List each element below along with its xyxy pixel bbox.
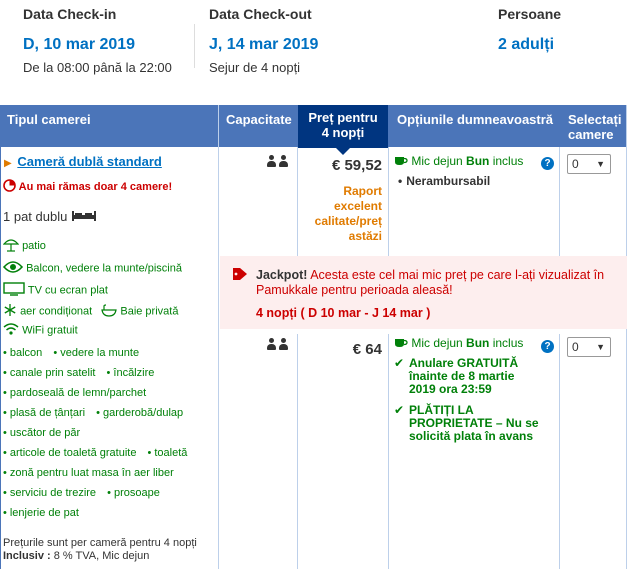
checkin-date[interactable]: D, 10 mar 2019 <box>23 36 136 53</box>
facility-list-row <box>3 487 160 499</box>
cancel-text: Anulare GRATUITĂ înainte de 8 martie 2019 ora 23:59 <box>409 356 519 396</box>
col-capacity: Capacitate <box>226 112 292 127</box>
table-left-border <box>0 105 1 569</box>
capacity-two-adults-icon <box>267 338 291 350</box>
facility-view <box>3 260 182 277</box>
col-divider <box>388 334 389 569</box>
facility-item: • pardoseală de lemn/parchet <box>3 387 146 399</box>
col-select <box>568 105 626 147</box>
col-select-line1: Selectați <box>568 112 622 127</box>
col-price-line1: Preț pentru <box>308 110 378 125</box>
bed-text: 1 pat dublu <box>3 209 68 224</box>
breakfast-included: inclus <box>492 336 524 350</box>
facility-label: Balcon, vedere la munte/piscină <box>26 262 182 275</box>
eye-icon <box>3 260 23 277</box>
clock-icon <box>3 179 16 195</box>
checkout-block <box>209 6 318 75</box>
booking-summary-header <box>0 0 627 92</box>
facility-wifi <box>3 322 78 339</box>
facility-item: • vedere la munte <box>53 347 139 359</box>
facility-list-row <box>3 447 187 459</box>
scarcity-text: Au mai rămas doar 4 camere! <box>18 180 173 193</box>
guests-value[interactable]: 2 adulți <box>498 36 555 53</box>
col-price <box>298 105 388 148</box>
offer-price: € 64 <box>352 341 382 358</box>
col-select-line2: camere <box>568 127 614 142</box>
scarcity-row <box>3 179 172 195</box>
facility-item: • uscător de păr <box>3 427 80 439</box>
breakfast-included: inclus <box>492 154 524 168</box>
coffee-cup-icon <box>394 154 408 169</box>
room-table <box>0 105 627 569</box>
chevron-down-icon: ▼ <box>596 342 605 352</box>
expand-arrow-icon[interactable]: ▶ <box>4 158 12 169</box>
facility-list-row <box>3 367 154 379</box>
facility-list-row <box>3 347 139 359</box>
room-quantity-select[interactable] <box>567 337 611 357</box>
checkout-label: Data Check-out <box>209 6 312 22</box>
col-divider <box>297 334 298 569</box>
bed-row <box>3 209 97 225</box>
tv-icon <box>3 282 25 299</box>
breakfast-rating: Bun <box>466 154 490 168</box>
breakfast-label: Mic dejun <box>411 336 463 350</box>
checkin-block <box>23 6 172 75</box>
jackpot-stay: 4 nopți ( D 10 mar - J 14 mar ) <box>256 306 431 320</box>
facility-list-row <box>3 407 183 419</box>
price-footnote: Prețurile sunt per cameră pentru 4 nopți <box>3 537 197 549</box>
facility-list-row <box>3 467 174 479</box>
chevron-down-icon: ▼ <box>596 159 605 169</box>
breakfast-row <box>394 336 523 351</box>
room-name-link[interactable]: Cameră dublă standard <box>17 154 162 169</box>
checkmark-icon: ✔ <box>394 356 405 370</box>
checkin-label: Data Check-in <box>23 6 117 22</box>
checkmark-icon: ✔ <box>394 403 405 417</box>
facility-list-row <box>3 507 79 519</box>
breakfast-row <box>394 154 523 169</box>
facility-item: • serviciu de trezire <box>3 487 96 499</box>
facility-item: • lenjerie de pat <box>3 507 79 519</box>
col-divider <box>559 334 560 569</box>
inclusive-label: Inclusiv : <box>3 550 51 562</box>
bathtub-icon <box>101 304 117 320</box>
facility-item: • încălzire <box>107 367 155 379</box>
col-divider <box>297 147 298 257</box>
col-price-line2: 4 nopți <box>321 125 365 140</box>
inclusive-row <box>3 550 149 562</box>
policy-row <box>398 174 490 188</box>
facility-label: Baie privată <box>120 305 179 318</box>
price-tag-icon <box>232 267 248 286</box>
facility-tv <box>3 282 108 299</box>
facility-list-row <box>3 427 80 439</box>
facility-item: • articole de toaletă gratuite <box>3 447 136 459</box>
breakfast-rating: Bun <box>466 336 490 350</box>
jackpot-banner <box>220 256 627 329</box>
facility-label: TV cu ecran plat <box>27 284 108 297</box>
pay-text: PLĂTIȚI LA PROPRIETATE – Nu se solicită plata în avans <box>409 403 539 443</box>
col-divider <box>388 147 389 257</box>
snowflake-icon <box>3 303 17 320</box>
checkout-date[interactable]: J, 14 mar 2019 <box>209 36 319 53</box>
room-quantity-select[interactable] <box>567 154 611 174</box>
facility-item: • toaletă <box>148 447 188 459</box>
facility-label: WiFi gratuit <box>22 324 78 337</box>
facility-item: • plasă de țânțari <box>3 407 85 419</box>
help-icon[interactable]: ? <box>541 157 554 170</box>
stay-length: Sejur de 4 nopți <box>209 60 301 75</box>
header-divider <box>194 24 195 68</box>
jackpot-title: Jackpot! <box>256 268 308 282</box>
breakfast-label: Mic dejun <box>411 154 463 168</box>
inclusive-value: 8 % TVA, Mic dejun <box>53 550 150 562</box>
select-value: 0 <box>572 340 579 354</box>
jackpot-message <box>256 268 624 298</box>
help-icon[interactable]: ? <box>541 340 554 353</box>
policy-text: Nerambursabil <box>406 174 491 188</box>
guests-block <box>498 6 561 54</box>
facility-label: aer condiționat <box>20 305 93 318</box>
checkin-hours: De la 08:00 până la 22:00 <box>23 60 172 75</box>
capacity-two-adults-icon <box>267 155 291 167</box>
pay-at-property <box>394 404 544 443</box>
coffee-cup-icon <box>394 336 408 351</box>
col-room-type: Tipul camerei <box>7 112 91 127</box>
free-cancellation <box>394 357 544 396</box>
facility-list-row <box>3 387 146 399</box>
room-name-row <box>4 154 162 169</box>
facility-item: • balcon <box>3 347 42 359</box>
value-badge: Raport excelent calitate/preț astăzi <box>314 184 382 243</box>
facility-item: • prosoape <box>107 487 160 499</box>
facility-patio <box>3 237 46 255</box>
facility-label: patio <box>22 239 46 252</box>
facility-item: • zonă pentru luat masa în aer liber <box>3 467 174 479</box>
bullet: • <box>398 174 403 188</box>
offer-price: € 59,52 <box>331 157 382 174</box>
guests-label: Persoane <box>498 6 562 22</box>
col-divider <box>559 147 560 257</box>
double-bed-icon <box>71 210 97 225</box>
wifi-icon <box>3 322 19 339</box>
facility-item: • canale prin satelit <box>3 367 95 379</box>
jackpot-text: Acesta este cel mai mic preț pe care l-ați vizualizat în Pamukkale pentru perioada aleasă! <box>256 268 605 297</box>
facility-ac-bath <box>3 303 178 320</box>
select-value: 0 <box>572 157 579 171</box>
col-divider <box>218 105 219 569</box>
col-options: Opțiunile dumneavoastră <box>397 112 554 127</box>
facility-item: • garderobă/dulap <box>96 407 183 419</box>
umbrella-icon <box>3 237 19 255</box>
